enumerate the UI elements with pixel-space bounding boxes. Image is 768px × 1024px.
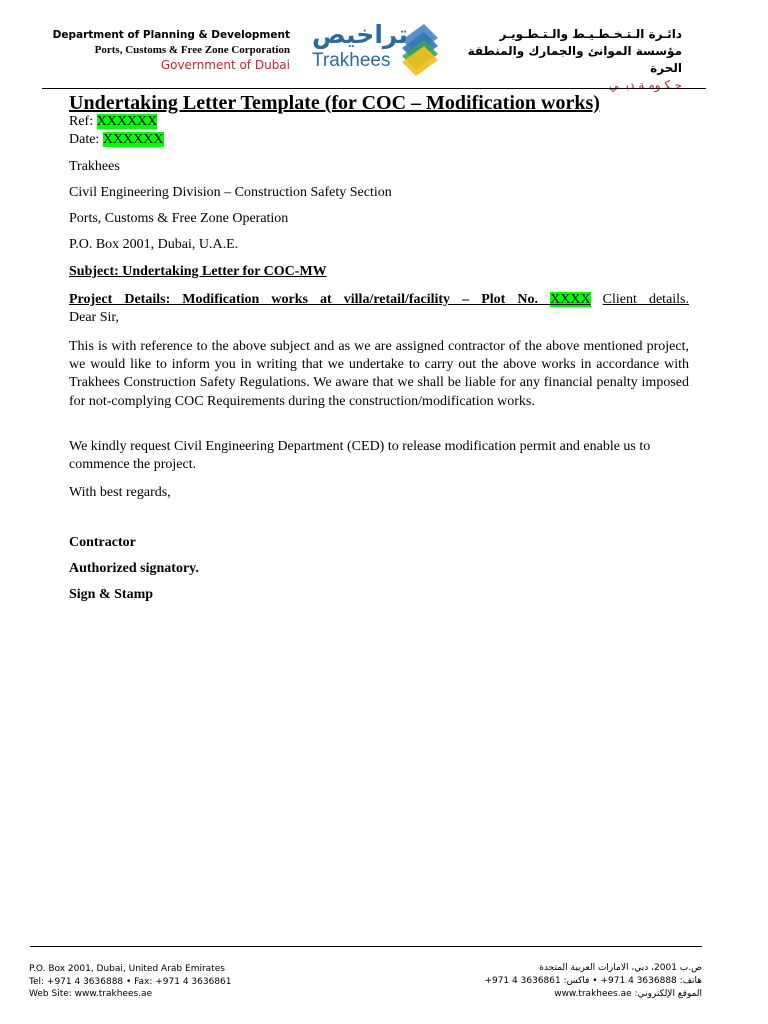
body-paragraph-2: We kindly request Civil Engineering Department (CED) to release modification permit and enable us to commence the project. — [69, 439, 651, 473]
operation: Ports, Customs & Free Zone Operation — [69, 211, 289, 226]
recipient: Trakhees — [69, 159, 120, 174]
footer-address: P.O. Box 2001, Dubai, United Arab Emirates — [29, 964, 225, 974]
logo-arabic-text: تراخيص — [312, 20, 408, 49]
address: P.O. Box 2001, Dubai, U.A.E. — [69, 237, 239, 252]
division: Civil Engineering Division – Construction Safety Section — [69, 185, 392, 200]
department-name: Department of Planning & Development — [52, 29, 290, 41]
corporation-name: Ports, Customs & Free Zone Corporation — [94, 44, 290, 56]
government-name-arabic: حـكـومـة دبــي — [608, 78, 682, 92]
date-line — [69, 132, 164, 148]
client-details: Client details. — [602, 292, 690, 307]
footer-arabic — [442, 962, 702, 1001]
letter-title: Undertaking Letter Template (for COC – Modification works) — [69, 92, 600, 114]
salutation: Dear Sir, — [69, 310, 119, 325]
logo-english-text: Trakhees — [312, 50, 391, 71]
ref-value: XXXXXX — [96, 114, 158, 129]
footer-website: Web Site: www.trakhees.ae — [29, 989, 153, 999]
footer-phone: Tel: +971 4 3636888 • Fax: +971 4 3636861 — [29, 976, 232, 987]
plot-number-value: XXXX — [550, 292, 591, 307]
signature-contractor: Contractor — [69, 535, 136, 550]
footer-divider — [30, 946, 702, 947]
footer-address-arabic: ص.ب 2001، دبي، الامارات العربية المتحدة — [539, 963, 702, 973]
footer-english — [29, 963, 232, 1001]
project-details-line — [69, 292, 689, 308]
signature-authorized: Authorized signatory. — [69, 561, 199, 576]
date-value: XXXXXX — [102, 132, 164, 147]
header-arabic-block — [462, 26, 682, 94]
corporation-name-arabic: مؤسسة الموانئ والجمارك والمنطقة الحرة — [467, 44, 682, 75]
government-name: Government of Dubai — [160, 58, 290, 72]
signature-stamp: Sign & Stamp — [69, 587, 154, 602]
header-english-block — [53, 28, 290, 73]
header-divider — [42, 88, 706, 89]
closing: With best regards, — [69, 485, 171, 500]
ref-label: Ref: — [69, 114, 97, 129]
date-label: Date: — [69, 132, 103, 147]
footer-phone-arabic: هاتف: 3636888 4 971+ • فاكس: 3636861 4 971+ — [484, 976, 702, 986]
body-paragraph-1: This is with reference to the above subject and as we are assigned contractor of the above mentioned project, we would like to inform you in writing that we undertake to carry out the above works in accordance with Trakhees Construction Safety Regulations. We aware that we shall be liable for any financial penalty imposed for not-complying COC Requirements during the construction/modification works. — [69, 339, 689, 409]
project-details-label: Project Details: Modification works at villa/retail/facility – Plot No. — [69, 292, 551, 307]
department-name-arabic: دائـرة الـتـخـطـيـط والـتـطـويـر — [499, 27, 682, 41]
footer-website-arabic: الموقع الإلكتروني: www.trakhees.ae — [554, 989, 702, 999]
subject-line: Subject: Undertaking Letter for COC-MW — [69, 264, 327, 279]
ref-line — [69, 114, 157, 130]
